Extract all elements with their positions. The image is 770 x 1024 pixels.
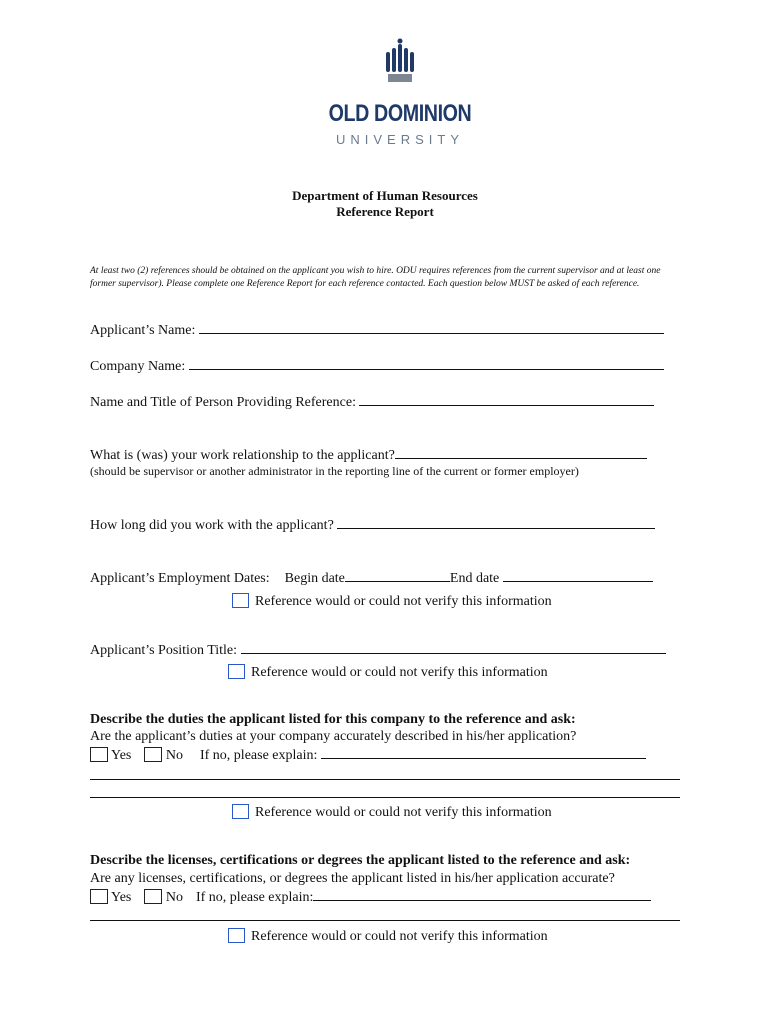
duties-yes-label: Yes [110, 748, 132, 763]
licenses-explain-line-2[interactable] [90, 920, 680, 921]
verify-dates-checkbox[interactable] [232, 593, 249, 608]
verify-licenses-checkbox[interactable] [228, 928, 245, 943]
duties-no-checkbox[interactable] [144, 747, 162, 762]
university-name: OLD DOMINION [328, 100, 472, 127]
reference-person-label: Name and Title of Person Providing Reference: [90, 395, 356, 410]
verify-row-duties [232, 804, 552, 822]
end-date-field[interactable] [503, 568, 653, 582]
reference-person-row [90, 392, 654, 412]
instructions-text: At least two (2) references should be obtained on the applicant you wish to hire. ODU requires references from the current supervisor and at least one former supervisor). Please complete one Reference Report for each reference contacted. Each question below MUST be asked of each reference. [90, 266, 661, 290]
duties-explain-line-3[interactable] [90, 797, 680, 798]
relationship-field[interactable] [395, 445, 647, 459]
verify-licenses-label: Reference would or could not verify this information [251, 929, 548, 944]
position-title-row [90, 640, 666, 660]
verify-dates-label: Reference would or could not verify this information [255, 594, 552, 609]
verify-row-licenses [228, 928, 548, 946]
licenses-yes-checkbox[interactable] [90, 889, 108, 904]
licenses-explain-label: If no, please explain: [195, 890, 314, 905]
duties-no-label: No [165, 748, 183, 763]
licenses-heading: Describe the licenses, certifications or degrees the applicant listed to the reference and ask: [90, 853, 631, 868]
relationship-label: What is (was) your work relationship to the applicant? [90, 448, 395, 463]
report-title: Reference Report [336, 204, 434, 219]
position-title-field[interactable] [241, 640, 666, 654]
how-long-row [90, 515, 655, 535]
verify-duties-label: Reference would or could not verify this information [255, 805, 552, 820]
department-title: Department of Human Resources [292, 188, 478, 203]
university-subtitle: UNIVERSITY [335, 132, 464, 147]
duties-yes-checkbox[interactable] [90, 747, 108, 762]
verify-row-dates [232, 593, 552, 611]
duties-heading: Describe the duties the applicant listed for this company to the reference and ask: [90, 712, 576, 727]
duties-question: Are the applicant’s duties at your company accurately described in his/her application? [90, 729, 577, 744]
odu-crown-logo-icon [380, 38, 420, 86]
verify-position-label: Reference would or could not verify this information [251, 665, 548, 680]
reference-person-field[interactable] [359, 392, 654, 406]
begin-date-label: Begin date [284, 571, 345, 586]
position-title-label: Applicant’s Position Title: [90, 643, 238, 658]
applicant-name-label: Applicant’s Name: [90, 323, 196, 338]
applicant-name-field[interactable] [199, 320, 664, 334]
applicant-name-row [90, 320, 664, 340]
verify-row-position [228, 664, 548, 682]
duties-answer-row [90, 745, 646, 765]
end-date-label: End date [449, 571, 500, 586]
relationship-note: (should be supervisor or another administrator in the reporting line of the current or former employer) [90, 464, 579, 478]
duties-explain-field[interactable] [321, 745, 646, 759]
licenses-no-checkbox[interactable] [144, 889, 162, 904]
employment-dates-row [90, 568, 653, 588]
begin-date-field[interactable] [345, 568, 450, 582]
verify-position-checkbox[interactable] [228, 664, 245, 679]
licenses-yes-label: Yes [110, 890, 132, 905]
licenses-explain-field[interactable] [313, 887, 651, 901]
licenses-question: Are any licenses, certifications, or degrees the applicant listed in his/her application accurate? [90, 871, 615, 886]
verify-duties-checkbox[interactable] [232, 804, 249, 819]
duties-explain-label: If no, please explain: [199, 748, 318, 763]
company-name-row [90, 356, 664, 376]
how-long-field[interactable] [337, 515, 655, 529]
licenses-answer-row [90, 887, 651, 907]
company-name-field[interactable] [189, 356, 664, 370]
company-name-label: Company Name: [90, 359, 186, 374]
how-long-label: How long did you work with the applicant? [90, 518, 334, 533]
duties-explain-line-2[interactable] [90, 779, 680, 780]
employment-dates-label: Applicant’s Employment Dates: [90, 571, 270, 586]
licenses-no-label: No [165, 890, 183, 905]
